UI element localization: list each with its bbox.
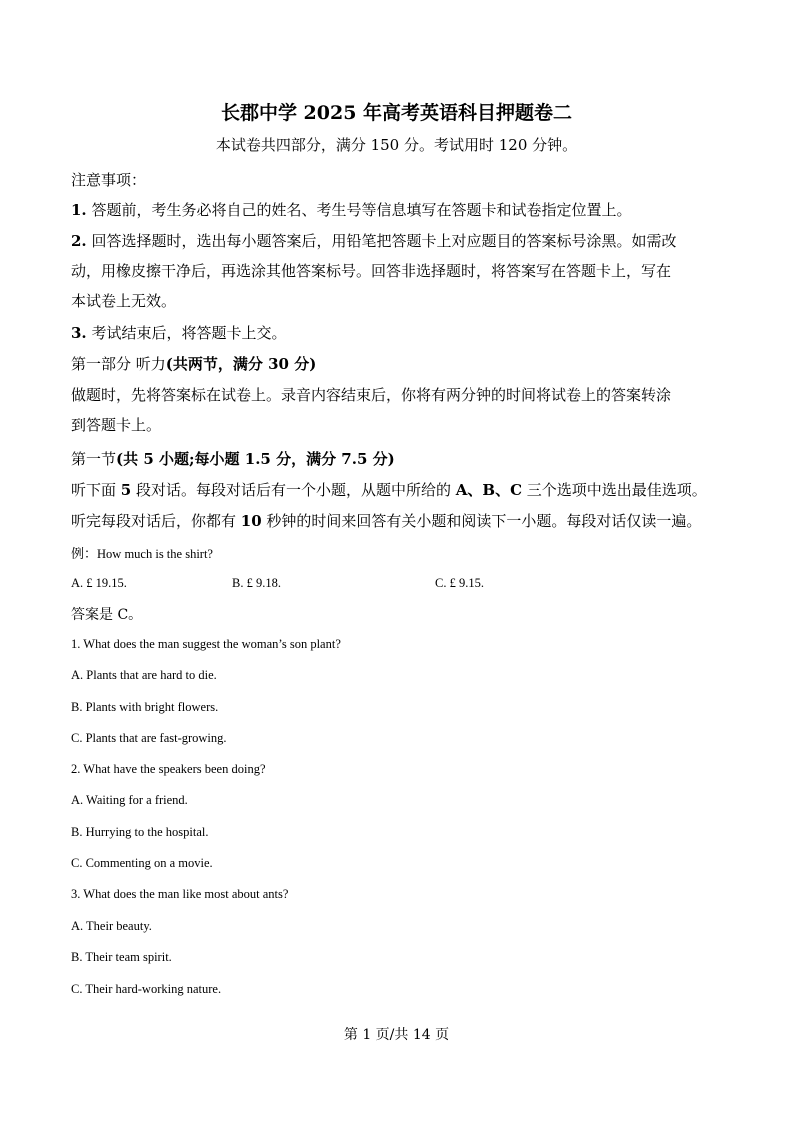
notice-item-1	[71, 199, 631, 220]
instr-text: 听下面	[71, 481, 121, 499]
question-2-stem: 2. What have the speakers been doing?	[71, 762, 266, 776]
instr-text: 段对话。每段对话后有一个小题，从题中所给的	[131, 481, 456, 499]
instr-number: 10	[240, 512, 262, 530]
example-question-text: How much is the shirt?	[97, 547, 213, 561]
page-number: 第 1 页/共 14 页	[343, 1027, 450, 1043]
section-1-heading-label: 第一节	[71, 450, 117, 468]
notice-item-3	[71, 322, 286, 343]
question-3-option-b: B. Their team spirit.	[71, 950, 172, 964]
notice-item-1-number: 1.	[71, 201, 87, 219]
question-3-stem: 3. What does the man like most about ants?	[71, 887, 289, 901]
exam-subtitle: 本试卷共四部分，满分 150 分。考试用时 120 分钟。	[215, 136, 578, 154]
notice-item-1-text: 答题前，考生务必将自己的姓名、考生号等信息填写在答题卡和试卷指定位置上。	[86, 201, 632, 219]
instr-number: 5	[120, 481, 132, 499]
part-1-instruction-line-2: 到答题卡上。	[71, 416, 162, 434]
notice-heading: 注意事项：	[71, 171, 147, 189]
question-2-option-c: C. Commenting on a movie.	[71, 856, 213, 870]
notice-item-2-line-2: 动，用橡皮擦干净后，再选涂其他答案标号。回答非选择题时，将答案写在答题卡上，写在	[71, 262, 672, 280]
part-1-heading-score: (共两节，满分 30 分)	[165, 355, 317, 373]
exam-title: 长郡中学 2025 年高考英语科目押题卷二	[220, 102, 573, 124]
part-1-heading-label: 第一部分 听力	[71, 355, 166, 373]
section-1-instruction-line-2	[71, 510, 701, 531]
example-question	[71, 543, 213, 562]
section-1-heading-score: (共 5 小题;每小题 1.5 分，满分 7.5 分)	[116, 450, 395, 468]
question-1-option-a: A. Plants that are hard to die.	[71, 668, 217, 682]
notice-item-3-text: 考试结束后，将答题卡上交。	[86, 324, 287, 342]
example-option-b: B. £ 9.18.	[232, 576, 281, 590]
example-label: 例：	[71, 547, 98, 562]
question-2-option-a: A. Waiting for a friend.	[71, 793, 188, 807]
notice-item-2-number: 2.	[71, 232, 87, 250]
question-3-option-c: C. Their hard-working nature.	[71, 982, 222, 996]
instr-text: 三个选项中选出最佳选项。	[522, 481, 707, 499]
question-2-option-b: B. Hurrying to the hospital.	[71, 825, 209, 839]
question-1-option-c: C. Plants that are fast-growing.	[71, 731, 227, 745]
example-answer: 答案是 C。	[71, 607, 143, 623]
part-1-heading	[71, 353, 316, 374]
notice-item-2-line-1: 回答选择题时，选出每小题答案后，用铅笔把答题卡上对应题目的答案标号涂黑。如需改	[86, 232, 677, 250]
section-1-heading	[71, 448, 395, 469]
question-1-option-b: B. Plants with bright flowers.	[71, 700, 219, 714]
notice-item-2-line-3: 本试卷上无效。	[71, 292, 177, 310]
instr-text: 听完每段对话后，你都有	[71, 512, 241, 530]
notice-item-2	[71, 230, 676, 251]
part-1-instruction-line-1: 做题时，先将答案标在试卷上。录音内容结束后，你将有两分钟的时间将试卷上的答案转涂	[71, 386, 672, 404]
instr-options: A、B、C	[455, 481, 523, 499]
section-1-instruction-line-1	[71, 479, 707, 500]
notice-item-3-number: 3.	[71, 324, 87, 342]
question-3-option-a: A. Their beauty.	[71, 919, 152, 933]
example-option-c: C. £ 9.15.	[435, 576, 484, 590]
instr-text: 秒钟的时间来回答有关小题和阅读下一小题。每段对话仅读一遍。	[261, 512, 702, 530]
question-1-stem: 1. What does the man suggest the woman’s son plant?	[71, 637, 341, 651]
example-option-a: A. £ 19.15.	[71, 576, 127, 590]
